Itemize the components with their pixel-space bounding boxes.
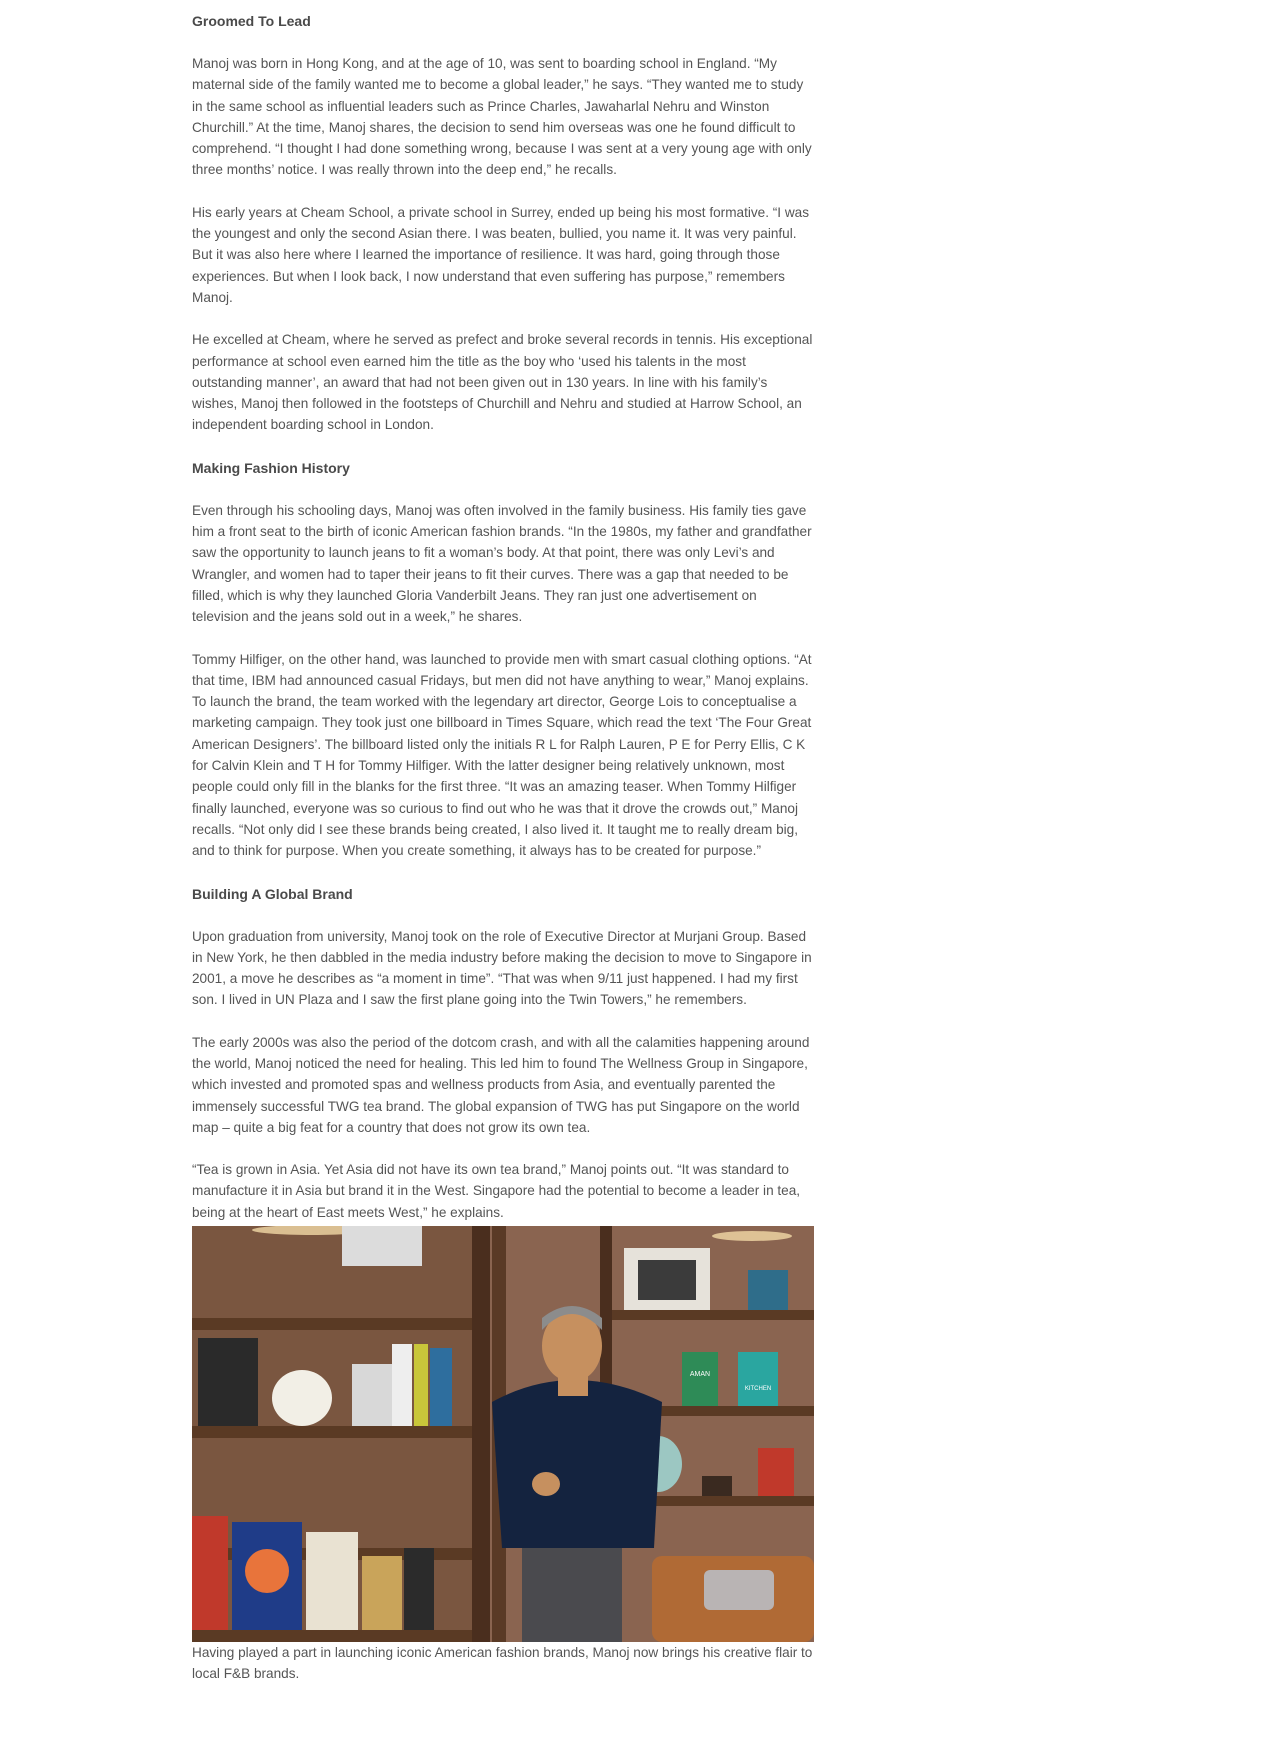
article-photo bbox=[192, 1226, 814, 1642]
section-heading-making-fashion-history: Making Fashion History bbox=[192, 459, 350, 476]
bookshelf-portrait-illustration bbox=[192, 1226, 814, 1642]
paragraph: Manoj was born in Hong Kong, and at the age of 10, was sent to boarding school in England. “My maternal side of the family wanted me to become a global leader,” he says. “They wanted me to study in the same school as influential leaders such as Prince Charles, Jawaharlal Nehru and Winston Churchill.” At the time, Manoj shares, the decision to send him overseas was one he found difficult to comprehend. “I thought I had done something wrong, because I was sent at a very young age with only three months’ notice. I was really thrown into the deep end,” he recalls. bbox=[192, 56, 812, 178]
book-title: KITCHEN bbox=[744, 1386, 772, 1393]
article-body bbox=[192, 10, 814, 1706]
paragraph: Tommy Hilfiger, on the other hand, was launched to provide men with smart casual clothing options. “At that time, IBM had announced casual Fridays, but men did not have anything to wear,” Manoj explains. To launch the brand, the team worked with the legendary art director, George Lois to conceptualise a marketing campaign. They took just one billboard in Times Square, which read the text ‘The Four Great American Designers’. The billboard listed only the initials R L for Ralph Lauren, P E for Perry Ellis, C K for Calvin Klein and T H for Tommy Hilfiger. With the latter designer being relatively unknown, most people could only fill in the blanks for the first three. “It was an amazing teaser. When Tommy Hilfiger finally launched, everyone was so curious to find out who he was that it drove the crowds out,” Manoj recalls. “Not only did I see these brands being created, I also lived it. It taught me to really dream big, and to think for purpose. When you create something, it always has to be created for purpose.” bbox=[192, 651, 812, 859]
paragraph: Upon graduation from university, Manoj took on the role of Executive Director at Murjani Group. Based in New York, he then dabbled in the media industry before making the decision to move to Singapore in 2001, a move he describes as “a moment in time”. “That was when 9/11 just happened. I had my first son. I lived in UN Plaza and I saw the first plane going into the Twin Towers,” he remembers. bbox=[192, 928, 812, 1008]
paragraph: His early years at Cheam School, a private school in Surrey, ended up being his most formative. “I was the youngest and only the second Asian there. I was beaten, bullied, you name it. It was very painful. But it was also here where I learned the importance of resilience. It was hard, going through those experiences. But when I look back, I now understand that even suffering has purpose,” remembers Manoj. bbox=[192, 204, 810, 305]
paragraph: He excelled at Cheam, where he served as prefect and broke several records in tennis. His exceptional performance at school even earned him the title as the boy who ‘used his talents in the most outstanding manner’, an award that had not been given out in 130 years. In line with his family’s wishes, Manoj then followed in the footsteps of Churchill and Nehru and studied at Harrow School, an independent boarding school in London. bbox=[192, 332, 813, 433]
paragraph: Even through his schooling days, Manoj was often involved in the family business. His family ties gave him a front seat to the birth of iconic American fashion brands. “In the 1980s, my father and grandfather saw the opportunity to launch jeans to fit a woman’s body. At that point, there was only Levi’s and Wrangler, and women had to taper their jeans to fit their curves. There was a gap that needed to be filled, which is why they launched Gloria Vanderbilt Jeans. They ran just one advertisement on television and the jeans sold out in a week,” he shares. bbox=[192, 502, 812, 625]
paragraph: “Tea is grown in Asia. Yet Asia did not have its own tea brand,” Manoj points out. “It was standard to manufacture it in Asia but brand it in the West. Singapore had the potential to become a leader in tea, being at the heart of East meets West,” he explains. bbox=[192, 1162, 801, 1220]
section-heading-groomed-to-lead: Groomed To Lead bbox=[192, 13, 311, 29]
book-title: AMAN bbox=[689, 1371, 711, 1379]
paragraph: The early 2000s was also the period of the dotcom crash, and with all the calamities happening around the world, Manoj noticed the need for healing. This led him to found The Wellness Group in Singapore, which invested and promoted spas and wellness products from Asia, and eventually parented the immensely successful TWG tea brand. The global expansion of TWG has put Singapore on the world map – quite a big feat for a country that does not grow its own tea. bbox=[192, 1034, 810, 1135]
section-heading-building-a-global-brand: Building A Global Brand bbox=[192, 885, 353, 902]
photo-caption: Having played a part in launching iconic American fashion brands, Manoj now brings his creative flair to local F&B brands. bbox=[192, 1645, 813, 1682]
